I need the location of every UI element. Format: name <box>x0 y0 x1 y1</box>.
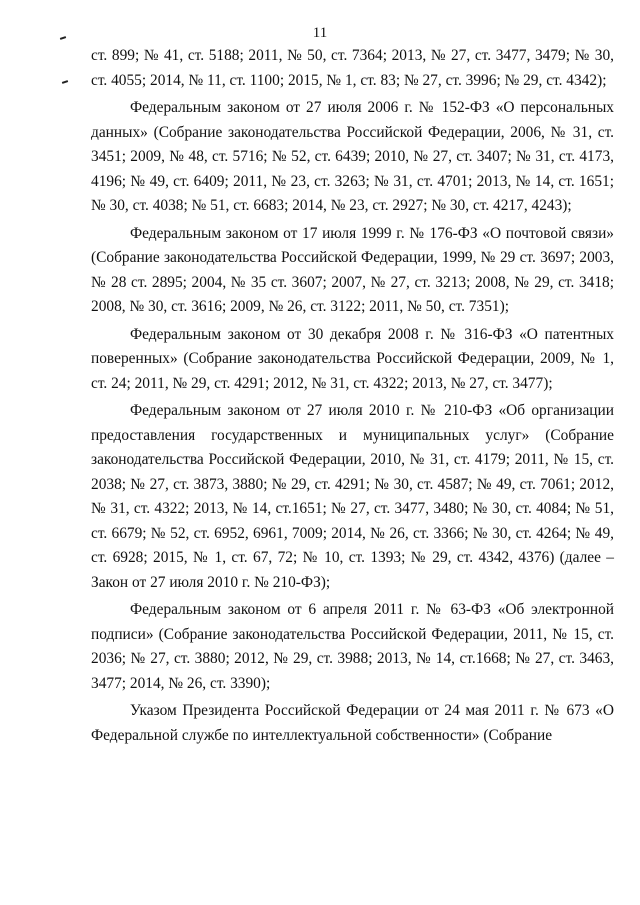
paragraph-public-services-law: Федеральным законом от 27 июля 2010 г. № 210-ФЗ «Об организации предоставления государственных и муниципальных услуг» (Собрание законодательства Российской Федерации, 2010, № 31, ст. 4179; 2011, № 15, ст. 2038; № 27, ст. 3873, 3880; № 29, ст. 4291; № 30, ст. 4587; № 49, ст. 7061; 2012, № 31, ст. 4322; 2013, № 14, ст.1651; № 27, ст. 3477, 3480; № 30, ст. 4084; № 51, ст. 6679; № 52, ст. 6952, 6961, 7009; 2014, № 26, ст. 3366; № 30, ст. 4264; № 49, ст. 6928; 2015, № 1, ст. 67, 72; № 10, ст. 1393; № 29, ст. 4342, 4376) (далее – Закон от 27 июля 2010 г. № 210-ФЗ); <box>91 402 614 591</box>
document-body <box>91 44 614 748</box>
paragraph-electronic-signature-law: Федеральным законом от 6 апреля 2011 г. № 63-ФЗ «Об электронной подписи» (Собрание законодательства Российской Федерации, 2011, № 15, ст. 2036; № 27, ст. 3880; 2012, № 29, ст. 3988; 2013, № 14, ст.1668; № 27, ст. 3463, 3477; 2014, № 26, ст. 3390); <box>91 601 614 692</box>
paragraph-personal-data-law: Федеральным законом от 27 июля 2006 г. № 152-ФЗ «О персональных данных» (Собрание законодательства Российской Федерации, 2006, № 31, ст. 3451; 2009, № 48, ст. 5716; № 52, ст. 6439; 2010, № 27, ст. 3407; № 31, ст. 4173, 4196; № 49, ст. 6409; 2011, № 23, ст. 3263; № 31, ст. 4701; 2013, № 14, ст. 1651; № 30, ст. 4038; № 51, ст. 6683; 2014, № 23, ст. 2927; № 30, ст. 4217, 4243); <box>91 99 614 214</box>
paragraph-patent-attorneys-law: Федеральным законом от 30 декабря 2008 г. № 316-ФЗ «О патентных поверенных» (Собрание законодательства Российской Федерации, 2009, № 1, ст. 24; 2011, № 29, ст. 4291; 2012, № 31, ст. 4322; 2013, № 27, ст. 3477); <box>91 325 614 392</box>
paragraph-continuation: ст. 899; № 41, ст. 5188; 2011, № 50, ст. 7364; 2013, № 27, ст. 3477, 3479; № 30, ст. 4055; 2014, № 11, ст. 1100; 2015, № 1, ст. 83; № 27, ст. 3996; № 29, ст. 4342); <box>91 47 614 89</box>
paragraph-presidential-decree: Указом Президента Российской Федерации от 24 мая 2011 г. № 673 «О Федеральной службе по интеллектуальной собственности» (Собрание <box>91 702 614 744</box>
page-number: 11 <box>312 25 328 41</box>
paragraph-postal-law: Федеральным законом от 17 июля 1999 г. № 176-ФЗ «О почтовой связи» (Собрание законодательства Российской Федерации, 1999, № 29 ст. 3697; 2003, № 28 ст. 2895; 2004, № 35 ст. 3607; 2007, № 27, ст. 3213; 2008, № 29, ст. 3418; 2008, № 30, ст. 3616; 2009, № 26, ст. 3122; 2011, № 50, ст. 7351); <box>91 224 614 315</box>
scan-mark <box>62 80 68 84</box>
